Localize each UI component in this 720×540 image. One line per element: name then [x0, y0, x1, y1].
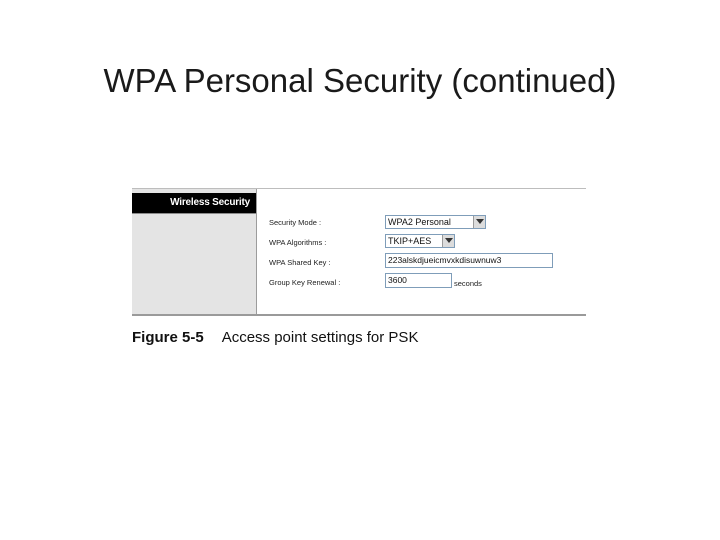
- sidebar-divider: [132, 213, 256, 214]
- group-key-renewal-input[interactable]: 3600: [385, 273, 452, 288]
- group-key-renewal-label: Group Key Renewal :: [269, 278, 341, 287]
- sidebar-title: Wireless Security: [132, 193, 256, 213]
- wpa-shared-key-input[interactable]: 223alskdjueicmvxkdisuwnuw3: [385, 253, 553, 268]
- chevron-down-icon[interactable]: [442, 235, 454, 247]
- sidebar: [132, 189, 257, 314]
- seconds-unit-label: seconds: [454, 279, 482, 288]
- figure-caption: [132, 329, 418, 346]
- security-mode-label: Security Mode :: [269, 218, 322, 227]
- slide-title: WPA Personal Security (continued): [103, 62, 617, 99]
- chevron-down-icon[interactable]: [473, 216, 485, 228]
- wpa-algorithms-label: WPA Algorithms :: [269, 238, 327, 247]
- wpa-shared-key-label: WPA Shared Key :: [269, 258, 331, 267]
- figure-number: Figure 5-5: [132, 329, 204, 346]
- wpa-algorithms-select[interactable]: [385, 234, 455, 248]
- bottom-divider: [132, 314, 586, 316]
- figure-caption-text: Access point settings for PSK: [221, 329, 419, 346]
- security-mode-select[interactable]: [385, 215, 486, 229]
- wpa-algorithms-value: TKIP+AES: [388, 236, 432, 246]
- security-mode-value: WPA2 Personal: [388, 217, 451, 227]
- router-settings-screenshot: [132, 188, 586, 316]
